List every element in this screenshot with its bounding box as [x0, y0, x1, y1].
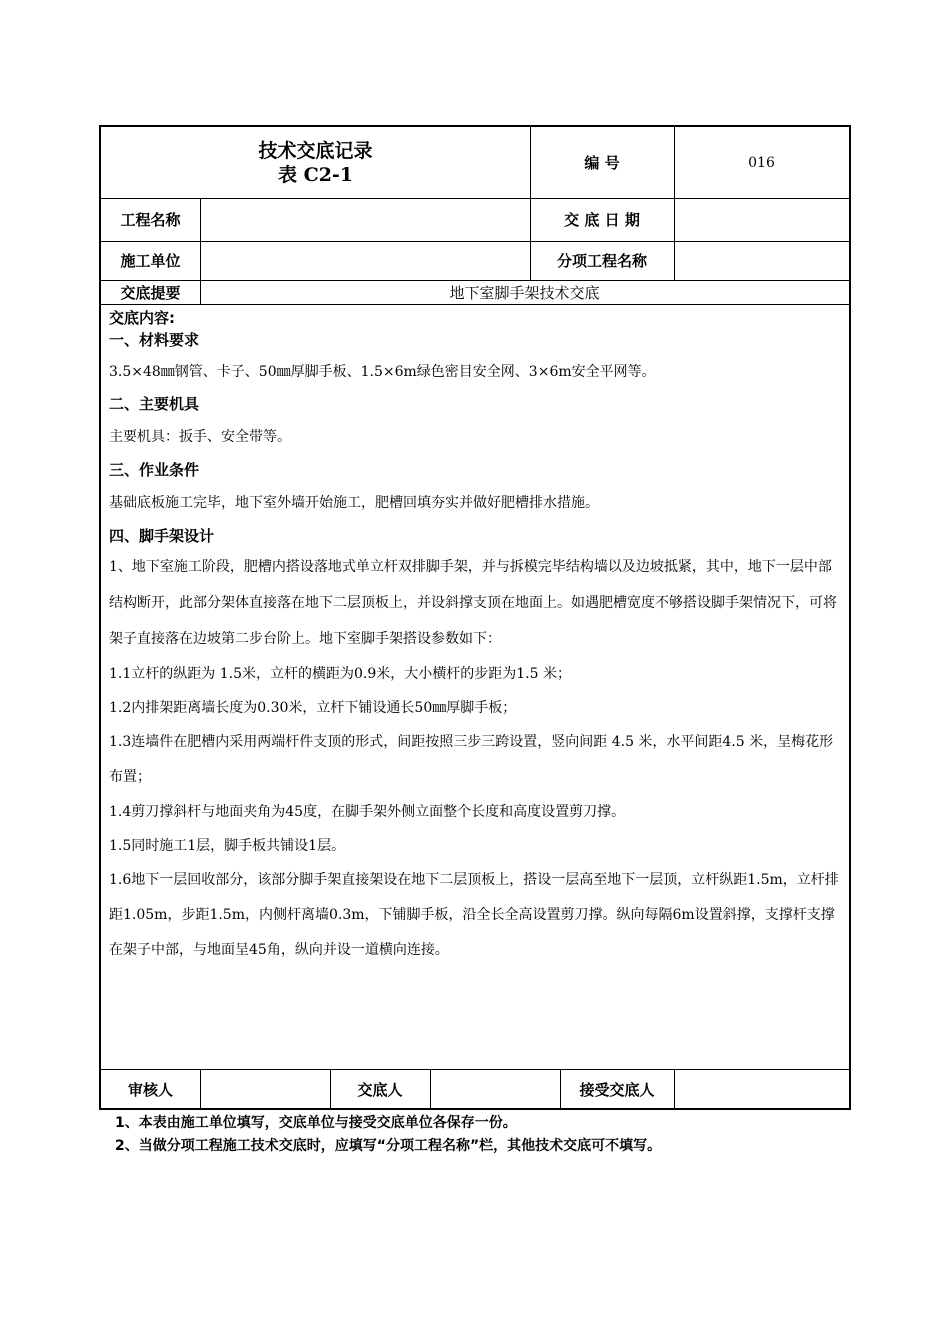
footnote-1: 1、本表由施工单位填写，交底单位与接受交底单位各保存一份。 [115, 1115, 517, 1131]
design-item-1-5: 1.5同时施工1层，脚手板共铺设1层。 [109, 838, 346, 854]
design-item-1-3: 1.3连墙件在肥槽内采用两端杆件支顶的形式，间距按照三步三跨设置，竖向间距 4.5 米，水平间距4.5 米，呈梅花形布置； [109, 734, 834, 785]
sub-project-field[interactable] [674, 241, 849, 280]
disclosure-date-label: 交 底 日 期 [564, 211, 640, 229]
section-title-conditions: 三、作业条件 [109, 461, 200, 479]
receiver-label: 接受交底人 [579, 1081, 655, 1099]
disclosure-date-field[interactable] [674, 198, 849, 241]
footnotes [115, 1112, 661, 1158]
discloser-label: 交底人 [357, 1081, 403, 1099]
number-label: 编 号 [584, 154, 620, 172]
section-text-tools: 主要机具：扳手、安全带等。 [109, 429, 291, 445]
row-divider [101, 304, 849, 305]
project-name-field[interactable] [200, 198, 530, 241]
footnote-2: 2、当做分项工程施工技术交底时，应填写“分项工程名称”栏，其他技术交底可不填写。 [115, 1138, 662, 1154]
discloser-field[interactable] [430, 1069, 560, 1110]
section-title-tools: 二、主要机具 [109, 395, 200, 413]
section-title-materials: 一、材料要求 [109, 331, 200, 349]
reviewer-field[interactable] [200, 1069, 330, 1110]
content-heading: 交底内容: [109, 309, 175, 327]
disclosure-record-table [99, 125, 851, 1110]
design-item-1-1: 1.1立杆的纵距为 1.5米，立杆的横距为0.9米，大小横杆的步距为1.5 米； [109, 666, 571, 682]
disclosure-content [109, 308, 843, 968]
construction-unit-label: 施工单位 [120, 252, 181, 270]
summary-label: 交底提要 [120, 283, 181, 302]
receiver-field[interactable] [674, 1069, 849, 1110]
reviewer-label: 审核人 [127, 1081, 173, 1099]
form-title-code: 表 C2-1 [277, 163, 354, 186]
summary-value[interactable]: 地下室脚手架技术交底 [449, 283, 600, 302]
design-item-1-6: 1.6地下一层回收部分，该部分脚手架直接架设在地下二层顶板上，搭设一层高至地下一层顶，立杆纵距1.5m，立杆排距1.05m，步距1.5m，内侧杆离墙0.3m，下铺脚手板，沿全长全高设置剪刀撑。纵向每隔6m设置斜撑，支撑杆支撑在架子中部，与地面呈45角，纵向并设一道横向连接。 [109, 872, 839, 958]
sub-project-label: 分项工程名称 [556, 252, 647, 270]
construction-unit-field[interactable] [200, 241, 530, 280]
project-name-label: 工程名称 [120, 211, 181, 229]
section-text-conditions: 基础底板施工完毕，地下室外墙开始施工，肥槽回填夯实并做好肥槽排水措施。 [109, 495, 599, 511]
design-item-1-2: 1.2内排架距离墙长度为0.30米，立杆下铺设通长50㎜厚脚手板； [109, 700, 517, 716]
number-value[interactable]: 016 [748, 154, 775, 171]
form-title [101, 127, 530, 198]
section-title-design: 四、脚手架设计 [109, 527, 215, 545]
form-title-main: 技术交底记录 [258, 139, 373, 162]
design-paragraph-1: 1、地下室施工阶段，肥槽内搭设落地式单立杆双排脚手架，并与拆模完毕结构墙以及边坡抵紧，其中，地下一层中部结构断开，此部分架体直接落在地下二层顶板上，并设斜撑支顶在地面上。如遇肥槽宽度不够搭设脚手架情况下，可将架子直接落在边坡第二步台阶上。地下室脚手架搭设参数如下： [109, 559, 837, 647]
section-text-materials: 3.5×48㎜钢管、卡子、50㎜厚脚手板、1.5×6m绿色密目安全网、3×6m安全平网等。 [109, 364, 656, 380]
design-item-1-4: 1.4剪刀撑斜杆与地面夹角为45度，在脚手架外侧立面整个长度和高度设置剪刀撑。 [109, 804, 626, 820]
